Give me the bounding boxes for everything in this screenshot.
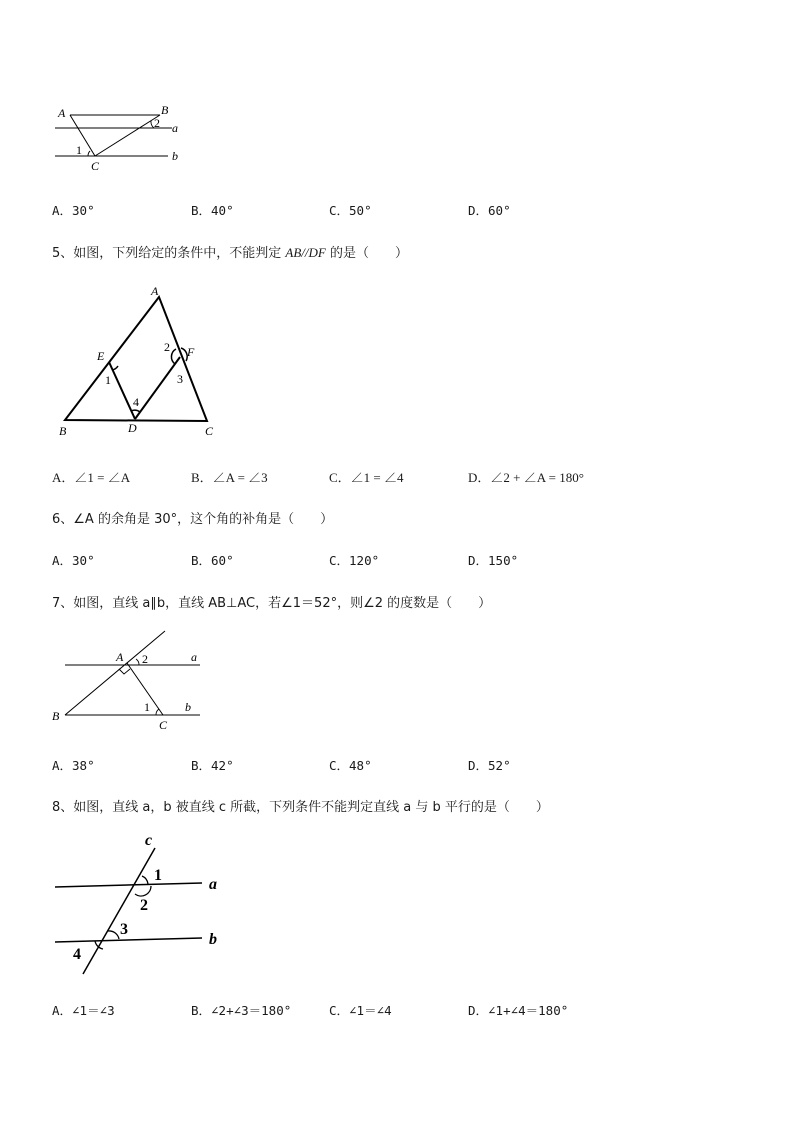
options-q8 <box>52 1001 742 1019</box>
option-b[interactable]: B．60° <box>191 553 234 568</box>
q5-prefix: 5、如图，下列给定的条件中，不能判定 <box>52 246 286 261</box>
option-d[interactable]: D．52° <box>468 758 511 773</box>
fig7-label-A: A <box>116 650 124 664</box>
option-d[interactable]: D．∠1+∠4＝180° <box>468 1003 569 1018</box>
question-6: 6、∠A 的余角是 30°，这个角的补角是（ ） <box>52 512 334 527</box>
option-c[interactable]: C．∠1＝∠4 <box>329 1003 392 1018</box>
fig5-angle-1: 1 <box>105 373 111 387</box>
fig7-label-b: b <box>185 700 191 714</box>
options-q7 <box>52 756 742 774</box>
option-d[interactable]: D．150° <box>468 553 519 568</box>
fig8-angle-3: 3 <box>120 921 128 938</box>
question-8: 8、如图，直线 a，b 被直线 c 所截，下列条件不能判定直线 a 与 b 平行的是（ ） <box>52 800 549 815</box>
fig5-angle-4: 4 <box>133 395 139 409</box>
figure-q4 <box>50 100 190 176</box>
question-5 <box>52 242 408 261</box>
fig5-label-A: A <box>151 284 159 298</box>
figure-q7 <box>50 628 210 736</box>
fig8-angle-4: 4 <box>73 946 81 963</box>
option-b[interactable]: B．42° <box>191 758 234 773</box>
fig7-angle-2: 2 <box>142 652 148 666</box>
fig5-label-E: E <box>97 349 105 363</box>
options-q4 <box>52 201 742 219</box>
figure-q8 <box>50 828 235 978</box>
fig7-label-C: C <box>159 718 168 732</box>
figure-q5 <box>55 280 225 440</box>
q5-suffix: 的是（ ） <box>325 246 408 261</box>
fig8-angle-2: 2 <box>140 897 148 914</box>
fig4-label-C: C <box>91 159 100 173</box>
fig8-label-c: c <box>145 832 153 849</box>
fig4-label-b: b <box>172 149 178 163</box>
fig8-label-b: b <box>209 931 217 948</box>
q5-expression: AB//DF <box>285 245 326 260</box>
fig4-angle-2: 2 <box>154 116 160 130</box>
fig8-angle-1: 1 <box>154 867 162 884</box>
fig5-label-D: D <box>128 421 137 435</box>
question-7: 7、如图，直线 a∥b，直线 AB⊥AC，若∠1＝52°，则∠2 的度数是（ ） <box>52 596 492 611</box>
option-a[interactable]: A．30° <box>52 203 95 218</box>
fig5-angle-2: 2 <box>164 340 170 354</box>
option-d[interactable]: D．∠2 + ∠A = 180° <box>468 470 584 485</box>
fig7-label-a: a <box>191 650 197 664</box>
fig4-label-a: a <box>172 121 178 135</box>
option-c[interactable]: C．48° <box>329 758 372 773</box>
fig7-angle-1: 1 <box>144 700 150 714</box>
option-b[interactable]: B．∠2+∠3＝180° <box>191 1003 292 1018</box>
option-c[interactable]: C．120° <box>329 553 380 568</box>
fig4-label-A: A <box>58 106 66 120</box>
fig8-label-a: a <box>209 876 217 893</box>
option-d[interactable]: D．60° <box>468 203 511 218</box>
fig4-label-B: B <box>161 103 169 117</box>
fig7-label-B: B <box>52 709 60 723</box>
options-q6 <box>52 551 742 569</box>
fig5-angle-3: 3 <box>177 372 183 386</box>
option-c[interactable]: C．∠1 = ∠4 <box>329 470 404 485</box>
option-a[interactable]: A．38° <box>52 758 95 773</box>
options-q5 <box>52 467 742 485</box>
option-a[interactable]: A．∠1＝∠3 <box>52 1003 115 1018</box>
option-a[interactable]: A．∠1 = ∠A <box>52 470 131 485</box>
option-b[interactable]: B．40° <box>191 203 234 218</box>
fig5-label-C: C <box>205 424 214 438</box>
option-c[interactable]: C．50° <box>329 203 372 218</box>
fig4-angle-1: 1 <box>76 143 82 157</box>
fig5-label-B: B <box>59 424 67 438</box>
option-b[interactable]: B．∠A = ∠3 <box>191 470 268 485</box>
fig5-label-F: F <box>187 345 195 359</box>
option-a[interactable]: A．30° <box>52 553 95 568</box>
